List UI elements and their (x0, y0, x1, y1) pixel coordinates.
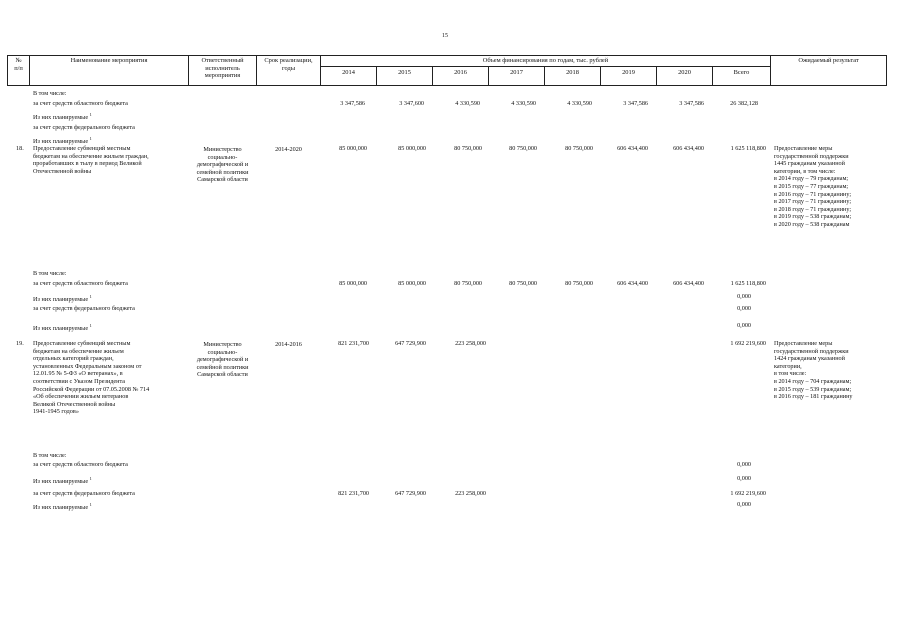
row18-name: Предоставление субвенций местным бюджетам на обеспечение жильем граждан, проработавших в тылу в период Великой Отечественной войны (33, 145, 149, 175)
top-in-total: В том числе: (33, 90, 67, 97)
year-2016: 2016 (454, 69, 467, 76)
row19-fed-2016: 223 258,000 (455, 490, 486, 497)
row18-executor: Министерство социально- демографической и семейной политики Самарской области (196, 146, 249, 184)
top-regional-2018: 4 330,590 (567, 100, 592, 107)
top-planned-label: Из них планируемые $^1$ (33, 112, 92, 122)
row18-planned2-total: 0,000 (737, 322, 751, 329)
row18-num: 18. (16, 145, 24, 152)
row19-federal-label: за счет средств федерального бюджета (33, 490, 135, 497)
row19-regional-total: 0,000 (737, 461, 751, 468)
row18-reg-2014: 85 000,000 (339, 280, 367, 287)
top-planned2-label: Из них планируемые $^1$ (33, 136, 92, 146)
row18-planned-total: 0,000 (737, 293, 751, 300)
row18-period: 2014-2020 (275, 146, 302, 153)
top-regional-2016: 4 330,590 (455, 100, 480, 107)
row18-planned2-label: Из них планируемые $^1$ (33, 323, 92, 333)
row18-2014: 85 000,000 (339, 145, 367, 152)
top-regional-2017: 4 330,590 (511, 100, 536, 107)
row19-2014: 821 231,700 (338, 340, 369, 347)
row19-planned2-label: Из них планируемые $^1$ (33, 502, 92, 512)
row19-result: Предоставление меры государственной поддержки 1424 гражданам указанной категории, в том числе: в 2014 году – 704 гражданам; в 2015 году – 539 гражданам; в 2016 году – 181 гражданину (774, 340, 853, 401)
row18-2015: 85 000,000 (398, 145, 426, 152)
row19-executor: Министерство социально- демографической и семейной политики Самарской области (196, 341, 249, 379)
row19-regional-label: за счет средств областного бюджета (33, 461, 128, 468)
row18-reg-2015: 85 000,000 (398, 280, 426, 287)
row18-2020: 606 434,400 (673, 145, 704, 152)
col-line-6 (886, 55, 887, 86)
header-result: Ожидаемый результат (798, 57, 859, 64)
row18-planned-label: Из них планируемые $^1$ (33, 294, 92, 304)
row19-fed-total: 1 692 219,600 (730, 490, 766, 497)
row19-in-total: В том числе: (33, 452, 67, 459)
row19-num: 19. (16, 340, 24, 347)
row18-reg-2020: 606 434,400 (673, 280, 704, 287)
page-number: 15 (442, 33, 448, 39)
row18-total: 1 625 118,800 (730, 145, 766, 152)
row19-2015: 647 729,900 (395, 340, 426, 347)
row18-reg-total: 1 625 118,800 (730, 280, 766, 287)
header-name: Наименование мероприятия (70, 57, 148, 64)
row19-period: 2014-2016 (275, 341, 302, 348)
top-regional-total: 26 382,128 (730, 100, 758, 107)
top-regional-2014: 3 347,586 (340, 100, 365, 107)
header-funding: Объем финансирования по годам, тыс. рублей (482, 57, 609, 64)
row18-reg-2016: 80 750,000 (454, 280, 482, 287)
year-2018: 2018 (566, 69, 579, 76)
row19-fed-2014: 821 231,700 (338, 490, 369, 497)
row19-name: Предоставление субвенций местным бюджетам на обеспечение жильем отдельных категорий граждан, установленных Федеральным законом от 12.01.95 № 5-ФЗ «О ветеранах», в соответствии с Указом Президента Российской Федерации от 07.05.2008 № 714 «Об обеспечении жильем ветеранов Великой Отечественной войны 1941-1945 годов» (33, 340, 150, 416)
row18-reg-2019: 606 434,400 (617, 280, 648, 287)
header-period: Срок реализации, годы (264, 57, 313, 72)
row18-2017: 80 750,000 (509, 145, 537, 152)
row18-reg-2017: 80 750,000 (509, 280, 537, 287)
row18-2019: 606 434,400 (617, 145, 648, 152)
header-executor: Ответственный исполнитель мероприятия (201, 57, 244, 80)
year-2017: 2017 (510, 69, 523, 76)
row18-federal-label: за счет средств федерального бюджета (33, 305, 135, 312)
header-bottom-line (7, 85, 887, 86)
top-regional-label: за счет средств областного бюджета (33, 100, 128, 107)
row19-total: 1 692 219,600 (730, 340, 766, 347)
header-top-line (7, 55, 887, 56)
top-federal-label: за счет средств федерального бюджета (33, 124, 135, 131)
row19-fed-2015: 647 729,900 (395, 490, 426, 497)
row18-2016: 80 750,000 (454, 145, 482, 152)
row18-reg-2018: 80 750,000 (565, 280, 593, 287)
year-2020: 2020 (678, 69, 691, 76)
row19-2016: 223 258,000 (455, 340, 486, 347)
year-total: Всего (733, 69, 750, 76)
row19-planned-total: 0,000 (737, 475, 751, 482)
year-2015: 2015 (398, 69, 411, 76)
year-2019: 2019 (622, 69, 635, 76)
row19-planned-label: Из них планируемые $^1$ (33, 476, 92, 486)
row18-2018: 80 750,000 (565, 145, 593, 152)
years-divider-line (320, 66, 770, 67)
top-regional-2015: 3 347,600 (399, 100, 424, 107)
row18-in-total: В том числе: (33, 270, 67, 277)
header-num: № п/п (14, 57, 23, 72)
year-2014: 2014 (342, 69, 355, 76)
row19-planned2-total: 0,000 (737, 501, 751, 508)
row18-regional-label: за счет средств областного бюджета (33, 280, 128, 287)
top-regional-2019: 3 347,586 (623, 100, 648, 107)
top-regional-2020: 3 347,586 (679, 100, 704, 107)
row18-result: Предоставление меры государственной поддержки 1445 гражданам указанной категории, в том числе: в 2014 году – 79 гражданам; в 2015 году – 77 гражданам; в 2016 году – 71 гражданину; в 2017 году – 71 гражданину; в 2018 году – 71 гражданину; в 2019 году – 538 гражданам; в 2020 году – 538 гражданам (774, 145, 852, 228)
row18-federal-total: 0,000 (737, 305, 751, 312)
